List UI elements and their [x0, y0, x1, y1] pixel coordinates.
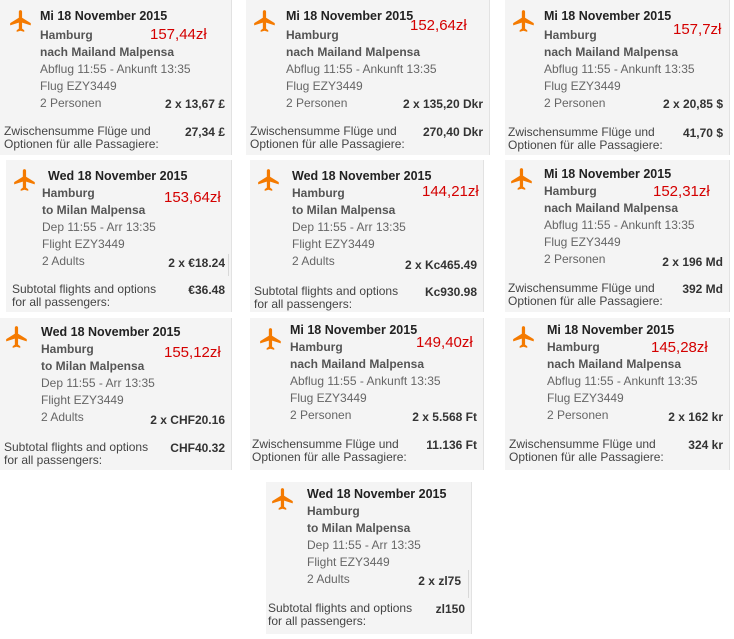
flight-date: Mi 18 November 2015 — [40, 9, 168, 23]
subtotal-label-line2: for all passengers: — [12, 295, 111, 309]
subtotal-label-line2: for all passengers: — [268, 614, 367, 628]
subtotal-label-line1: Subtotal flights and options — [268, 601, 413, 615]
per-passenger-price: 2 x 5.568 Ft — [412, 410, 477, 424]
per-passenger-price: 2 x 196 Md — [662, 255, 723, 269]
airplane-icon — [256, 167, 282, 193]
origin: Hamburg — [544, 28, 597, 42]
flight-date: Mi 18 November 2015 — [290, 323, 418, 337]
airplane-icon — [8, 8, 34, 34]
destination: nach Mailand Malpensa — [544, 45, 679, 59]
subtotal-label-line1: Subtotal flights and options — [12, 282, 157, 296]
subtotal-label-line2: Optionen für alle Passagiere: — [250, 137, 405, 151]
flight-date: Mi 18 November 2015 — [544, 167, 672, 181]
fare-price: 144,21zł — [422, 183, 479, 200]
airplane-icon — [258, 326, 284, 352]
flight-times: Abflug 11:55 - Ankunft 13:35 — [286, 62, 437, 76]
flight-number: Flug EZY3449 — [544, 235, 621, 249]
per-passenger-price: 2 x Kc465.49 — [404, 258, 477, 272]
subtotal-label-line2: for all passengers: — [254, 297, 353, 311]
passenger-count: 2 Personen — [544, 96, 606, 110]
flight-times: Abflug 11:55 - Ankunft 13:35 — [290, 374, 441, 388]
fare-card-4 — [250, 160, 484, 312]
subtotal-label-line1: Zwischensumme Flüge und — [508, 281, 655, 295]
origin: Hamburg — [547, 340, 600, 354]
flight-date: Mi 18 November 2015 — [286, 9, 414, 23]
flight-date: Wed 18 November 2015 — [292, 169, 432, 183]
airplane-icon — [12, 167, 38, 193]
per-passenger-price: 2 x €18.24 — [168, 256, 225, 270]
flight-number: Flug EZY3449 — [40, 79, 117, 93]
origin: Hamburg — [286, 28, 339, 42]
fare-price: 153,64zł — [164, 189, 221, 206]
flight-number: Flight EZY3449 — [42, 237, 125, 251]
passenger-count: 2 Personen — [40, 96, 102, 110]
fare-card-1 — [246, 0, 490, 155]
fare-card-3 — [6, 160, 232, 312]
fare-card-7 — [250, 318, 484, 470]
flight-date: Wed 18 November 2015 — [48, 169, 188, 183]
destination: to Milan Malpensa — [41, 359, 145, 373]
per-passenger-price: 2 x CHF20.16 — [150, 413, 225, 427]
airplane-icon — [511, 324, 537, 350]
divider — [228, 254, 229, 276]
flight-times: Dep 11:55 - Arr 13:35 — [42, 220, 156, 234]
fare-price: 155,12zł — [164, 344, 221, 361]
destination: nach Mailand Malpensa — [544, 201, 679, 215]
origin: Hamburg — [42, 186, 95, 200]
destination: nach Mailand Malpensa — [547, 357, 682, 371]
flight-times: Dep 11:55 - Arr 13:35 — [41, 376, 155, 390]
airplane-icon — [511, 8, 537, 34]
subtotal-amount: 11.136 Ft — [426, 438, 477, 452]
flight-date: Wed 18 November 2015 — [41, 325, 181, 339]
origin: Hamburg — [40, 28, 93, 42]
flight-number: Flight EZY3449 — [41, 393, 124, 407]
airplane-icon — [509, 166, 535, 192]
destination: to Milan Malpensa — [292, 203, 396, 217]
destination: to Milan Malpensa — [307, 521, 411, 535]
fare-card-5 — [505, 160, 730, 312]
flight-date: Mi 18 November 2015 — [544, 9, 672, 23]
flight-times: Abflug 11:55 - Ankunft 13:35 — [544, 62, 695, 76]
origin: Hamburg — [544, 184, 597, 198]
flight-number: Flight EZY3449 — [307, 555, 390, 569]
subtotal-amount: €36.48 — [188, 283, 225, 297]
fare-price: 149,40zł — [416, 334, 473, 351]
origin: Hamburg — [292, 186, 345, 200]
subtotal-amount: 392 Md — [682, 282, 723, 296]
passenger-count: 2 Adults — [41, 410, 84, 424]
per-passenger-price: 2 x 13,67 £ — [164, 97, 225, 111]
per-passenger-price: 2 x 135,20 Dkr — [402, 97, 483, 111]
subtotal-label-line1: Zwischensumme Flüge und — [508, 125, 655, 139]
subtotal-label-line1: Zwischensumme Flüge und — [4, 124, 151, 138]
subtotal-label-line1: Zwischensumme Flüge und — [252, 437, 399, 451]
fare-card-9 — [266, 482, 472, 634]
destination: nach Mailand Malpensa — [40, 45, 175, 59]
subtotal-label-line1: Subtotal flights and options — [254, 284, 399, 298]
passenger-count: 2 Personen — [290, 408, 352, 422]
divider — [468, 570, 469, 598]
fare-price: 145,28zł — [651, 339, 708, 356]
passenger-count: 2 Personen — [544, 252, 606, 266]
subtotal-amount: 270,40 Dkr — [422, 125, 483, 139]
fare-price: 152,64zł — [410, 17, 467, 34]
origin: Hamburg — [307, 504, 360, 518]
airplane-icon — [4, 324, 30, 350]
destination: nach Mailand Malpensa — [290, 357, 425, 371]
flight-number: Flug EZY3449 — [286, 79, 363, 93]
per-passenger-price: 2 x zl75 — [418, 574, 461, 588]
subtotal-label-line1: Zwischensumme Flüge und — [250, 124, 397, 138]
subtotal-label-line2: Optionen für alle Passagiere: — [508, 294, 663, 308]
subtotal-label-line2: Optionen für alle Passagiere: — [509, 450, 664, 464]
destination: to Milan Malpensa — [42, 203, 146, 217]
subtotal-label-line2: Optionen für alle Passagiere: — [508, 138, 663, 152]
per-passenger-price: 2 x 20,85 $ — [662, 97, 723, 111]
flight-number: Flug EZY3449 — [290, 391, 367, 405]
subtotal-amount: 27,34 £ — [184, 125, 225, 139]
per-passenger-price: 2 x 162 kr — [668, 410, 723, 424]
flight-times: Abflug 11:55 - Ankunft 13:35 — [40, 62, 191, 76]
flight-times: Dep 11:55 - Arr 13:35 — [292, 220, 406, 234]
flight-number: Flight EZY3449 — [292, 237, 375, 251]
subtotal-label-line2: Optionen für alle Passagiere: — [4, 137, 159, 151]
flight-number: Flug EZY3449 — [547, 391, 624, 405]
fare-card-2 — [505, 0, 730, 155]
passenger-count: 2 Personen — [547, 408, 609, 422]
destination: nach Mailand Malpensa — [286, 45, 421, 59]
passenger-count: 2 Adults — [42, 254, 85, 268]
subtotal-label-line1: Subtotal flights and options — [4, 440, 149, 454]
subtotal-amount: 41,70 $ — [682, 126, 723, 140]
flight-times: Dep 11:55 - Arr 13:35 — [307, 538, 421, 552]
origin: Hamburg — [41, 342, 94, 356]
airplane-icon — [270, 486, 296, 512]
subtotal-amount: zl150 — [435, 602, 465, 616]
passenger-count: 2 Personen — [286, 96, 348, 110]
subtotal-amount: CHF40.32 — [170, 441, 225, 455]
airplane-icon — [252, 8, 278, 34]
fare-price: 157,7zł — [673, 21, 722, 38]
fare-card-0 — [0, 0, 232, 155]
subtotal-amount: 324 kr — [688, 438, 723, 452]
fare-card-8 — [505, 318, 730, 470]
subtotal-label-line2: Optionen für alle Passagiere: — [252, 450, 407, 464]
flight-date: Mi 18 November 2015 — [547, 323, 675, 337]
subtotal-label-line1: Zwischensumme Flüge und — [509, 437, 656, 451]
fare-price: 152,31zł — [653, 183, 710, 200]
passenger-count: 2 Adults — [292, 254, 335, 268]
passenger-count: 2 Adults — [307, 572, 350, 586]
flight-times: Abflug 11:55 - Ankunft 13:35 — [544, 218, 695, 232]
fare-card-6 — [0, 318, 232, 470]
flight-number: Flug EZY3449 — [544, 79, 621, 93]
flight-date: Wed 18 November 2015 — [307, 487, 447, 501]
flight-times: Abflug 11:55 - Ankunft 13:35 — [547, 374, 698, 388]
origin: Hamburg — [290, 340, 343, 354]
subtotal-label-line2: for all passengers: — [4, 453, 103, 467]
subtotal-amount: Kc930.98 — [424, 285, 477, 299]
fare-price: 157,44zł — [150, 26, 207, 43]
